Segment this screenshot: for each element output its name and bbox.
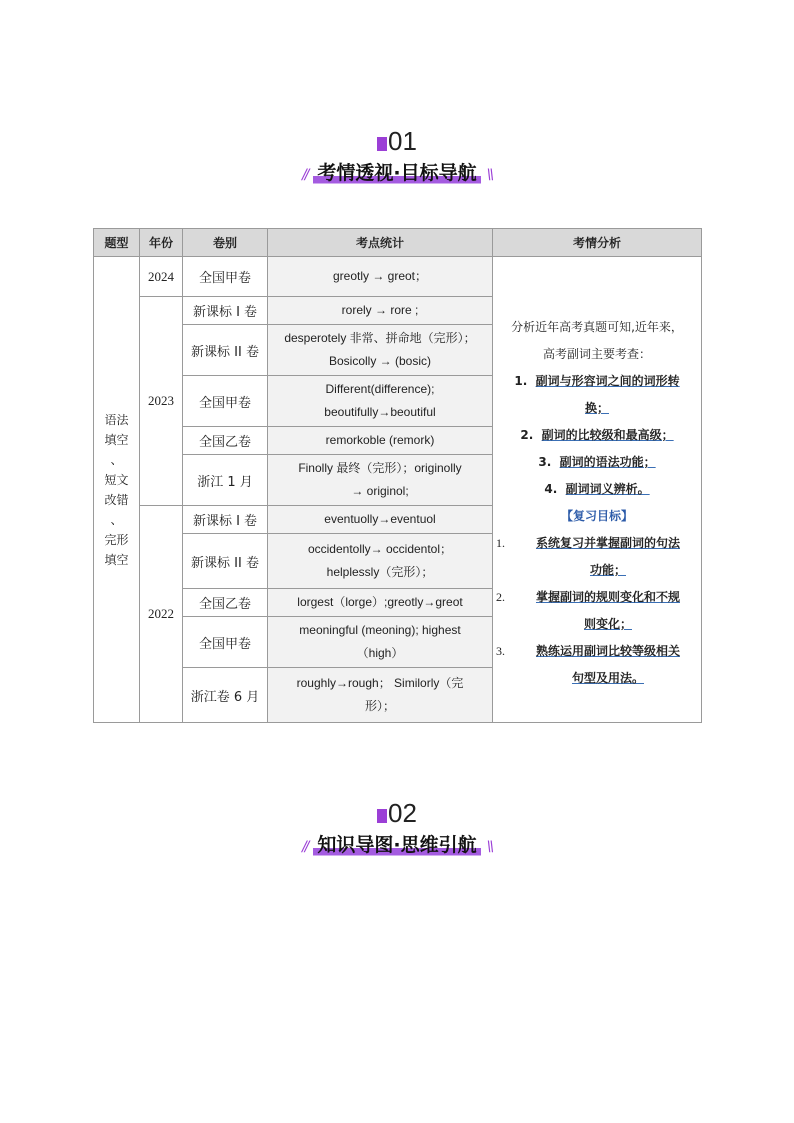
paper-cell: 全国甲卷: [183, 257, 268, 297]
paper-cell: 全国乙卷: [183, 589, 268, 617]
paper-cell: 新课标 II 卷: [183, 534, 268, 589]
section-title-text: 考情透视·目标导航: [313, 160, 480, 186]
stat-cell: greotly → greot；: [268, 257, 493, 297]
stat-cell: meoningful (meoning); highest （high）: [268, 617, 493, 668]
slash-decoration: \\: [486, 839, 493, 855]
section-marker: [377, 137, 387, 151]
stat-cell: desperotely 非常、拼命地（完形）； Bosicolly → (bosic): [268, 325, 493, 376]
review-goal-title: 【复习目标】: [560, 508, 633, 523]
review-goal-item: 2. 掌握副词的规则变化和不规 则变化；: [496, 589, 680, 631]
year-cell: 2024: [140, 257, 183, 297]
table-row: [94, 257, 702, 297]
stat-cell: roughly→rough； Similorly（完 形）；: [268, 668, 493, 723]
stat-cell: Different(difference); beoutifully→beoutiful: [268, 376, 493, 427]
stat-cell: Finolly 最终（完形）；originolly → originol;: [268, 455, 493, 506]
analysis-item: 3. 副词的语法功能；: [538, 454, 656, 469]
header-cell: 卷别: [183, 229, 268, 257]
question-type-cell: 语法 填空 、 短文 改错 、 完形 填空: [94, 257, 140, 723]
analysis-item: 1. 副词与形容词之间的词形转 换；: [514, 373, 680, 415]
paper-cell: 全国甲卷: [183, 376, 268, 427]
review-goal-item: 3. 熟练运用副词比较等级相关 句型及用法。: [496, 643, 680, 685]
analysis-intro: 分析近年高考真题可知,近年来， 高考副词主要考查：: [511, 319, 683, 361]
section-number-02: [0, 800, 794, 826]
stat-cell: rorely → rore ;: [268, 297, 493, 325]
paper-cell: 新课标 II 卷: [183, 325, 268, 376]
paper-cell: 新课标 I 卷: [183, 297, 268, 325]
section-marker: [377, 809, 387, 823]
slash-decoration: //: [301, 167, 308, 183]
analysis-item: 4. 副词词义辨析。: [544, 481, 650, 496]
stat-cell: eventuolly→eventuol: [268, 506, 493, 534]
stat-cell: remorkoble (remork): [268, 427, 493, 455]
year-cell: 2023: [140, 297, 183, 506]
section-title-text: 知识导图·思维引航: [313, 832, 480, 858]
paper-cell: 浙江 1 月: [183, 455, 268, 506]
header-cell: 考点统计: [268, 229, 493, 257]
year-cell: 2022: [140, 506, 183, 723]
header-cell: 考情分析: [493, 229, 702, 257]
header-cell: 年份: [140, 229, 183, 257]
slash-decoration: \\: [486, 167, 493, 183]
section-number-text: 02: [388, 798, 417, 828]
section-number-text: 01: [388, 126, 417, 156]
review-goal-item: 1. 系统复习并掌握副词的句法 功能；: [496, 535, 680, 577]
header-cell: 题型: [94, 229, 140, 257]
section-title-01: [0, 160, 794, 188]
section-title-02: [0, 832, 794, 860]
slash-decoration: //: [301, 839, 308, 855]
paper-cell: 全国乙卷: [183, 427, 268, 455]
exam-analysis-table: [93, 228, 702, 723]
stat-cell: lorgest（lorge）;greotly→greot: [268, 589, 493, 617]
paper-cell: 浙江卷 6 月: [183, 668, 268, 723]
paper-cell: 全国甲卷: [183, 617, 268, 668]
stat-cell: occidentolly→ occidentol； helplessly（完形）；: [268, 534, 493, 589]
analysis-cell: [493, 257, 702, 723]
table-header-row: [94, 229, 702, 257]
paper-cell: 新课标 I 卷: [183, 506, 268, 534]
section-number-01: [0, 128, 794, 154]
analysis-item: 2. 副词的比较级和最高级；: [520, 427, 674, 442]
